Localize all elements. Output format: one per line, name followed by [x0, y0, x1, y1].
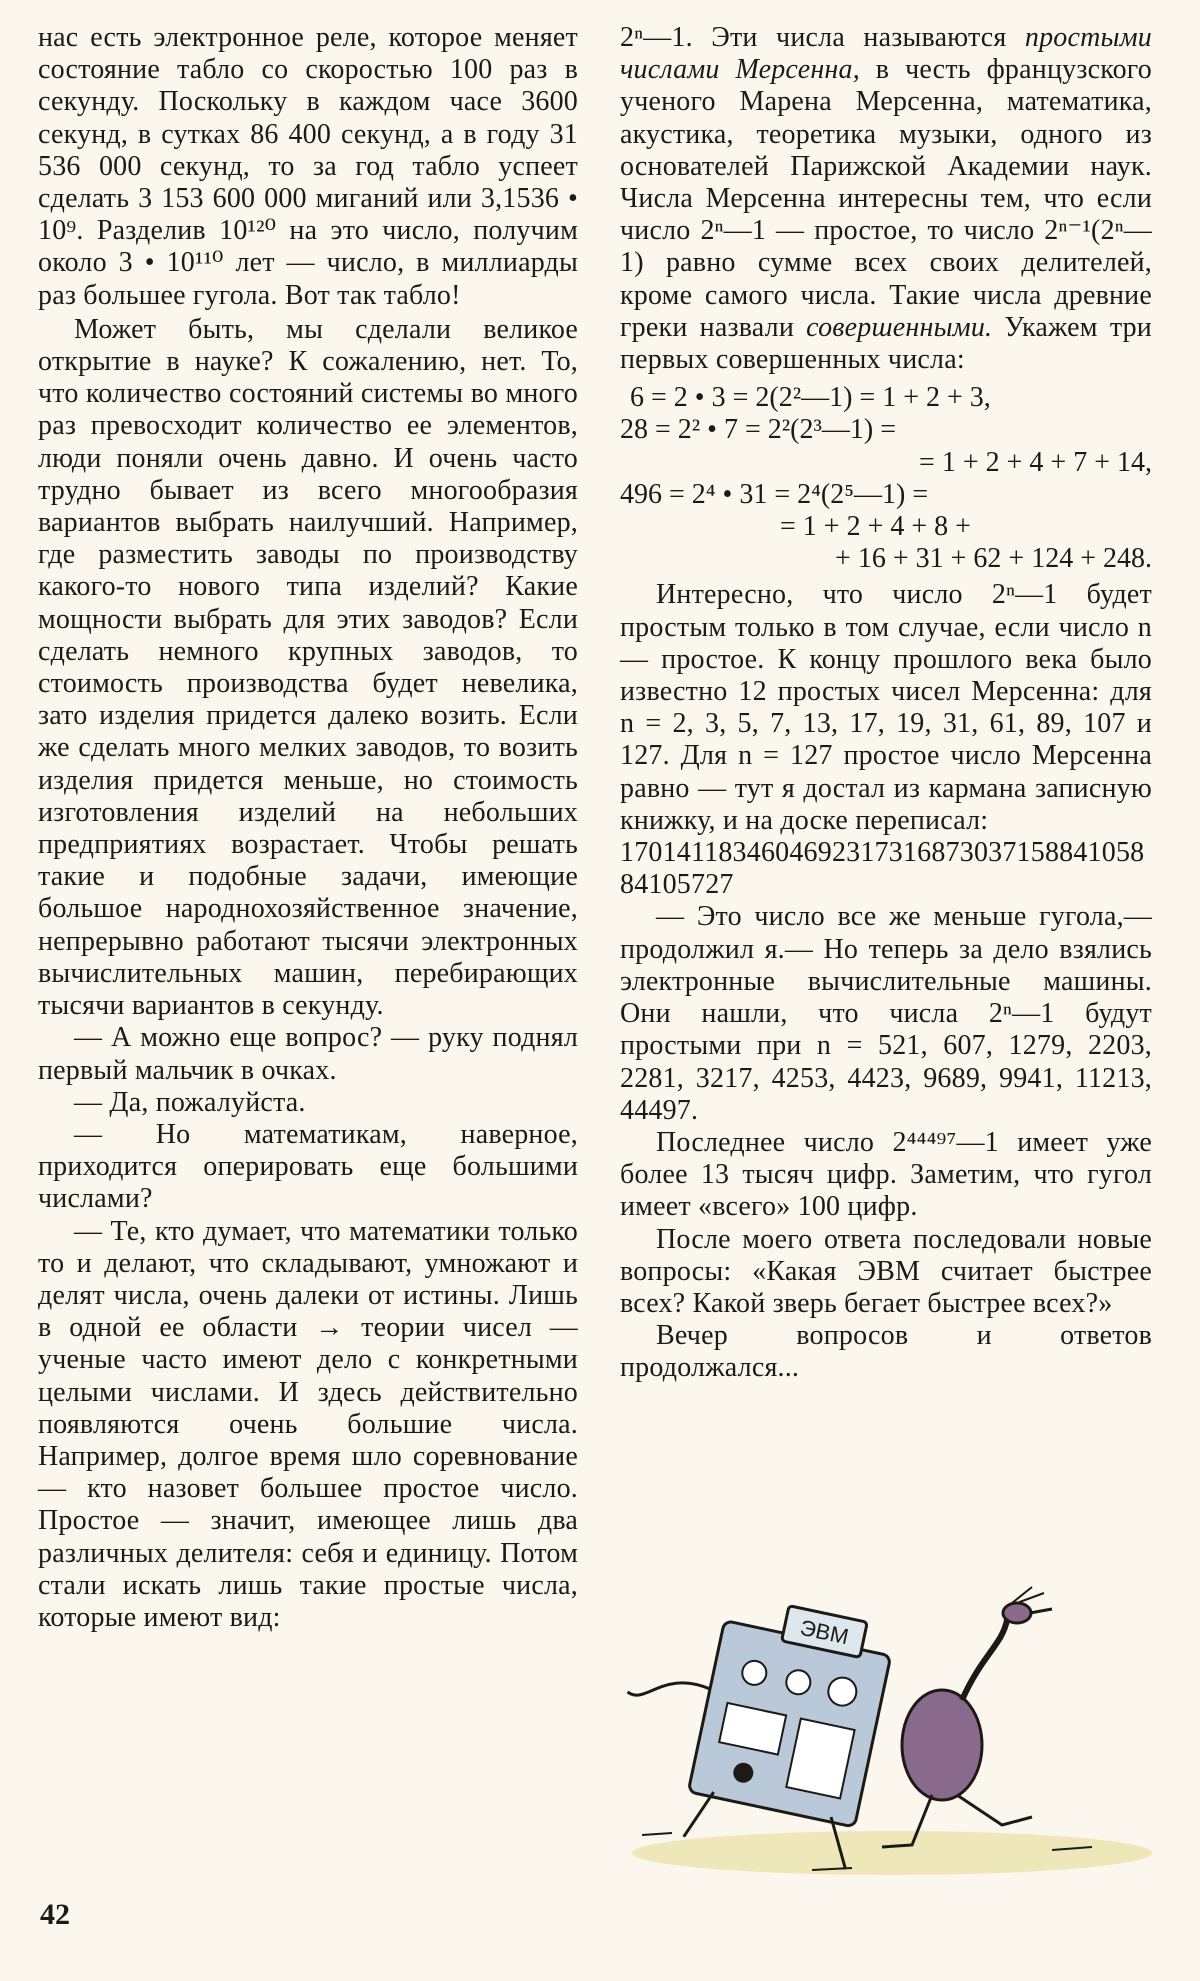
paragraph: Может быть, мы сделали великое открытие в науке? К сожалению, нет. То, что количество состояний системы во много раз превосходит количество ее элементов, люди поняли очень давно. И очень часто трудно бывает из всего многообразия вариантов выбрать наилучший. Например, где разместить заводы по производству какого-то нового типа изделий? Какие мощности выбрать для этих заводов? Если сделать немного крупных заводов, то стоимость производства будет невелика, зато изделия придется далеко возить. Если же сделать много мелких заводов, то возить изделия придется меньше, но стоимость изготовления изделий на небольших предприятиях возрастает. Чтобы решать такие и подобные задачи, имеющие большое народнохозяйственное значение, непрерывно работают тысячи электронных вычислительных машин, перебирающих тысячи вариантов в секунду. — [38, 313, 578, 1022]
formula-line: + 16 + 31 + 62 + 124 + 248. — [835, 543, 1152, 575]
computer-label: ЭВМ — [797, 1614, 851, 1650]
paragraph: — Это число все же меньше гугола,— продолжил я.— Но теперь за дело взялись электронные вычислительные машины. Они нашли, что числа 2ⁿ—1 будут простыми при n = 521, 607, 1279, 2203, 2281, 3217, 4253, 4423, 9689, 9941, 11213, 44497. — [620, 901, 1152, 1126]
paragraph: — А можно еще вопрос? — руку поднял первый мальчик в очках. — [38, 1022, 578, 1086]
left-column — [38, 22, 578, 1634]
paragraph: Вечер вопросов и ответов продолжался... — [620, 1320, 1152, 1384]
formula-line: 28 = 2² • 7 = 2²(2³—1) = — [620, 414, 897, 446]
formula-line: 6 = 2 • 3 = 2(2²—1) = 1 + 2 + 3, — [630, 382, 991, 414]
computer-drawing — [612, 1585, 897, 1871]
paragraph: — Да, пожалуйста. — [74, 1086, 306, 1118]
right-column — [620, 22, 1152, 1385]
formula-line: = 1 + 2 + 4 + 8 + — [780, 511, 971, 543]
paragraph: Интересно, что число 2ⁿ—1 будет простым только в том случае, если число n — простое. К концу прошлого века было известно 12 простых чисел Мерсенна: для n = 2, 3, 5, 7, 13, 17, 19, 31, 61, 89, 107 и 127. Для n = 127 простое число Мерсенна равно — тут я достал из кармана записную книжку, и на доске переписал: — [620, 579, 1152, 836]
formula-line: 496 = 2⁴ • 31 = 2⁴(2⁵—1) = — [620, 478, 929, 510]
paragraph: Последнее число 2⁴⁴⁴⁹⁷—1 имеет уже более 13 тысяч цифр. Заметим, что гугол имеет «всего» 100 цифр. — [620, 1126, 1152, 1223]
page-number: 42 — [40, 1898, 70, 1931]
paragraph-mersenne: 2ⁿ—1. Эти числа называются простыми числами Мерсенна, в честь французского ученого Марена Мерсенна, математика, акустика, теоретика музыки, одного из основателей Парижской Академии наук. Числа Мерсенна интересны тем, что если число 2ⁿ—1 — простое, то число 2ⁿ⁻¹(2ⁿ—1) равно сумме всех своих делителей, кроме самого числа. Такие числа древние греки назвали совершенными. Укажем три первых совершенных числа: — [620, 22, 1152, 376]
illustration-computer-and-ostrich — [612, 1585, 1157, 1885]
paragraph: После моего ответа последовали новые вопросы: «Какая ЭВМ считает быстрее всех? Какой зверь бегает быстрее всех?» — [620, 1223, 1152, 1319]
paragraph: — Но математикам, наверное, приходится оперировать еще большими числами? — [38, 1118, 578, 1215]
paragraph: — Те, кто думает, что математики только то и делают, что складывают, умножают и делят числа, очень далеки от истины. Лишь в одной ее области → теории чисел — ученые часто имеют дело с конкретными целыми числами. И здесь действительно появляются очень большие числа. Например, долгое время шло соревнование — кто назовет большее простое число. Простое — значит, имеющее лишь два различных делителя: себя и единицу. Потом стали искать лишь такие простые числа, которые имеют вид: — [38, 1215, 578, 1633]
ground-shadow — [632, 1831, 1152, 1875]
mersenne-prime-number: 170141183460469231731687303715884105884105727 — [620, 837, 1145, 901]
paragraph: нас есть электронное реле, которое меняет состояние табло со скоростью 100 раз в секунду. Поскольку в каждом часе 3600 секунд, в сутках 86 400 секунд, а в году 31 536 000 секунд, то за год табло успеет сделать 3 153 600 000 миганий или 3,1536 • 10⁹. Разделив 10¹²⁰ на это число, получим около 3 • 10¹¹⁰ лет — число, в миллиарды раз большее гугола. Вот так табло! — [38, 22, 578, 311]
perfect-numbers-formulas — [620, 382, 1152, 575]
ostrich-drawing — [882, 1587, 1052, 1847]
formula-line: = 1 + 2 + 4 + 7 + 14, — [919, 446, 1152, 478]
